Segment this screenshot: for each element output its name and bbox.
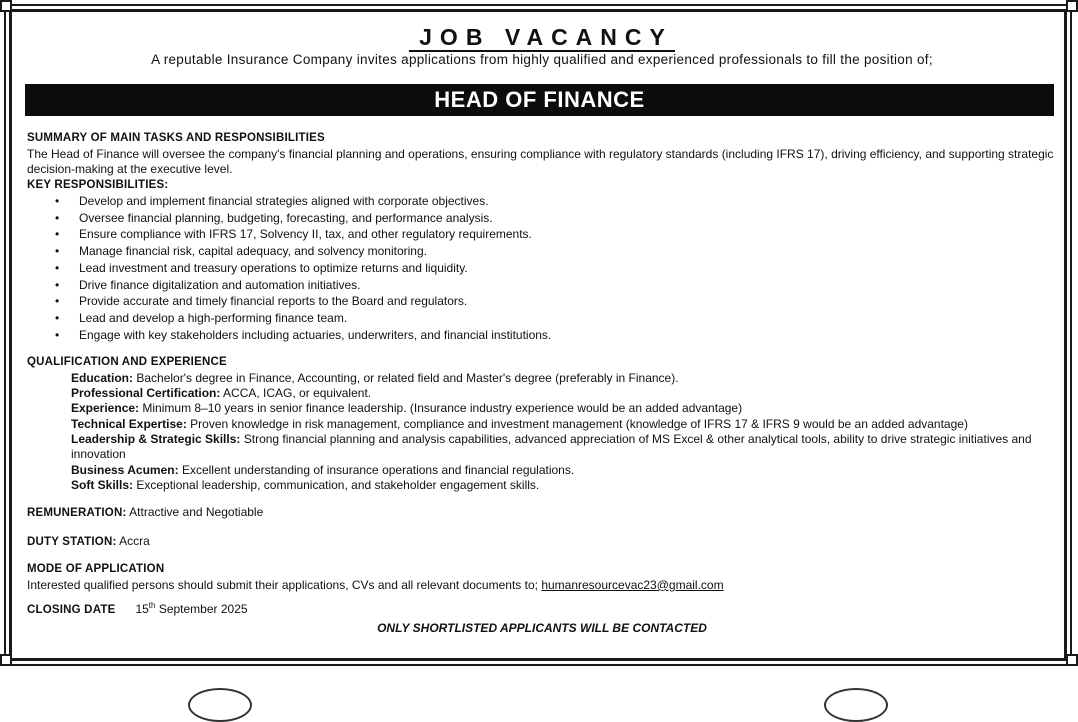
qualification-label: Leadership & Strategic Skills: <box>71 432 241 447</box>
shortlist-note: ONLY SHORTLISTED APPLICANTS WILL BE CONTACTED <box>377 620 707 635</box>
seal-ornament <box>824 688 888 722</box>
list-item: • Drive finance digitalization and automation initiatives. <box>27 277 1057 294</box>
qualification-row <box>71 386 1057 401</box>
qualification-heading: QUALIFICATION AND EXPERIENCE <box>27 356 227 369</box>
remuneration-line <box>27 505 1057 522</box>
qualification-row <box>71 371 1057 386</box>
qualification-label: Technical Expertise: <box>71 416 187 431</box>
closing-day-suffix: th <box>148 601 156 611</box>
seal-ornament <box>188 688 252 722</box>
qualification-text: Proven knowledge in risk management, compliance and investment management (knowledge of IFRS 17 & IFRS 9 would be an added advantage) <box>190 416 968 431</box>
intro-text: A reputable Insurance Company invites applications from highly qualified and experienced professionals to fill the position of; <box>151 52 933 67</box>
application-text-line <box>27 578 1057 594</box>
closing-month-year: September 2025 <box>158 602 248 617</box>
qualification-label: Soft Skills: <box>71 477 134 492</box>
qualification-text: Bachelor's degree in Finance, Accounting, or related field and Master's degree (preferably in Finance). <box>136 370 679 385</box>
qualification-row <box>71 432 1057 463</box>
duty-station-label: DUTY STATION: <box>27 535 117 548</box>
list-item: • Provide accurate and timely financial reports to the Board and regulators. <box>27 293 1057 310</box>
duty-station-line <box>27 534 1057 551</box>
qualification-label: Business Acumen: <box>71 462 179 477</box>
duty-station-value: Accra <box>119 533 150 548</box>
qualification-text: ACCA, ICAG, or equivalent. <box>223 386 372 401</box>
list-item: • Lead investment and treasury operations to optimize returns and liquidity. <box>27 260 1057 277</box>
page-title <box>27 24 1057 51</box>
summary-text: The Head of Finance will oversee the company's financial planning and operations, ensuring compliance with regulatory standards (including IFRS 17), driving efficiency, and supporting strategic decision-making at the executive level. <box>27 146 1054 176</box>
application-heading: MODE OF APPLICATION <box>27 563 165 576</box>
corner-ornament <box>1066 0 1078 12</box>
application-text: Interested qualified persons should submit their applications, CVs and all relevant documents to; <box>27 577 538 592</box>
responsibilities-list <box>27 193 1057 343</box>
qualification-label: Education: <box>71 370 133 385</box>
corner-ornament <box>0 0 12 12</box>
qualification-row <box>71 401 1057 416</box>
qualification-text: Minimum 8–10 years in senior finance leadership. (Insurance industry experience would be an added advantage) <box>142 401 743 416</box>
closing-date-label: CLOSING DATE <box>27 604 116 617</box>
corner-ornament <box>1066 654 1078 666</box>
title-text: JOB VACANCY <box>409 24 675 52</box>
list-item: • Manage financial risk, capital adequacy, and solvency monitoring. <box>27 243 1057 260</box>
corner-ornament <box>0 654 12 666</box>
qualification-label: Professional Certification: <box>71 386 221 401</box>
remuneration-label: REMUNERATION: <box>27 507 127 520</box>
qualification-text: Excellent understanding of insurance operations and financial regulations. <box>181 462 575 477</box>
list-item: • Engage with key stakeholders including actuaries, underwriters, and financial institutions. <box>27 327 1057 344</box>
list-item: • Develop and implement financial strategies aligned with corporate objectives. <box>27 193 1057 210</box>
remuneration-value: Attractive and Negotiable <box>129 505 264 520</box>
position-banner: HEAD OF FINANCE <box>25 84 1054 116</box>
qualification-row <box>71 463 1057 478</box>
qualification-row <box>71 417 1057 432</box>
advert-body <box>27 131 1057 636</box>
list-item: • Lead and develop a high-performing finance team. <box>27 310 1057 327</box>
qualification-label: Experience: <box>71 401 140 416</box>
closing-day: 15 <box>135 602 149 617</box>
closing-date-line <box>27 602 1057 619</box>
qualification-text: Strong financial planning and analysis capabilities, advanced appreciation of MS Excel & other analytical tools, ability to drive strategic initiatives and innovation <box>71 432 1032 462</box>
email-link[interactable]: humanresourcevac23@gmail.com <box>541 577 724 592</box>
list-item: • Ensure compliance with IFRS 17, Solvency II, tax, and other regulatory requirements. <box>27 226 1057 243</box>
qualification-list <box>27 371 1057 493</box>
list-item: • Oversee financial planning, budgeting, forecasting, and performance analysis. <box>27 210 1057 227</box>
qualification-row <box>71 478 1057 493</box>
qualification-text: Exceptional leadership, communication, and stakeholder engagement skills. <box>136 477 540 492</box>
summary-heading: SUMMARY OF MAIN TASKS AND RESPONSIBILITIES <box>27 132 325 144</box>
responsibilities-heading: KEY RESPONSIBILITIES: <box>27 178 169 191</box>
